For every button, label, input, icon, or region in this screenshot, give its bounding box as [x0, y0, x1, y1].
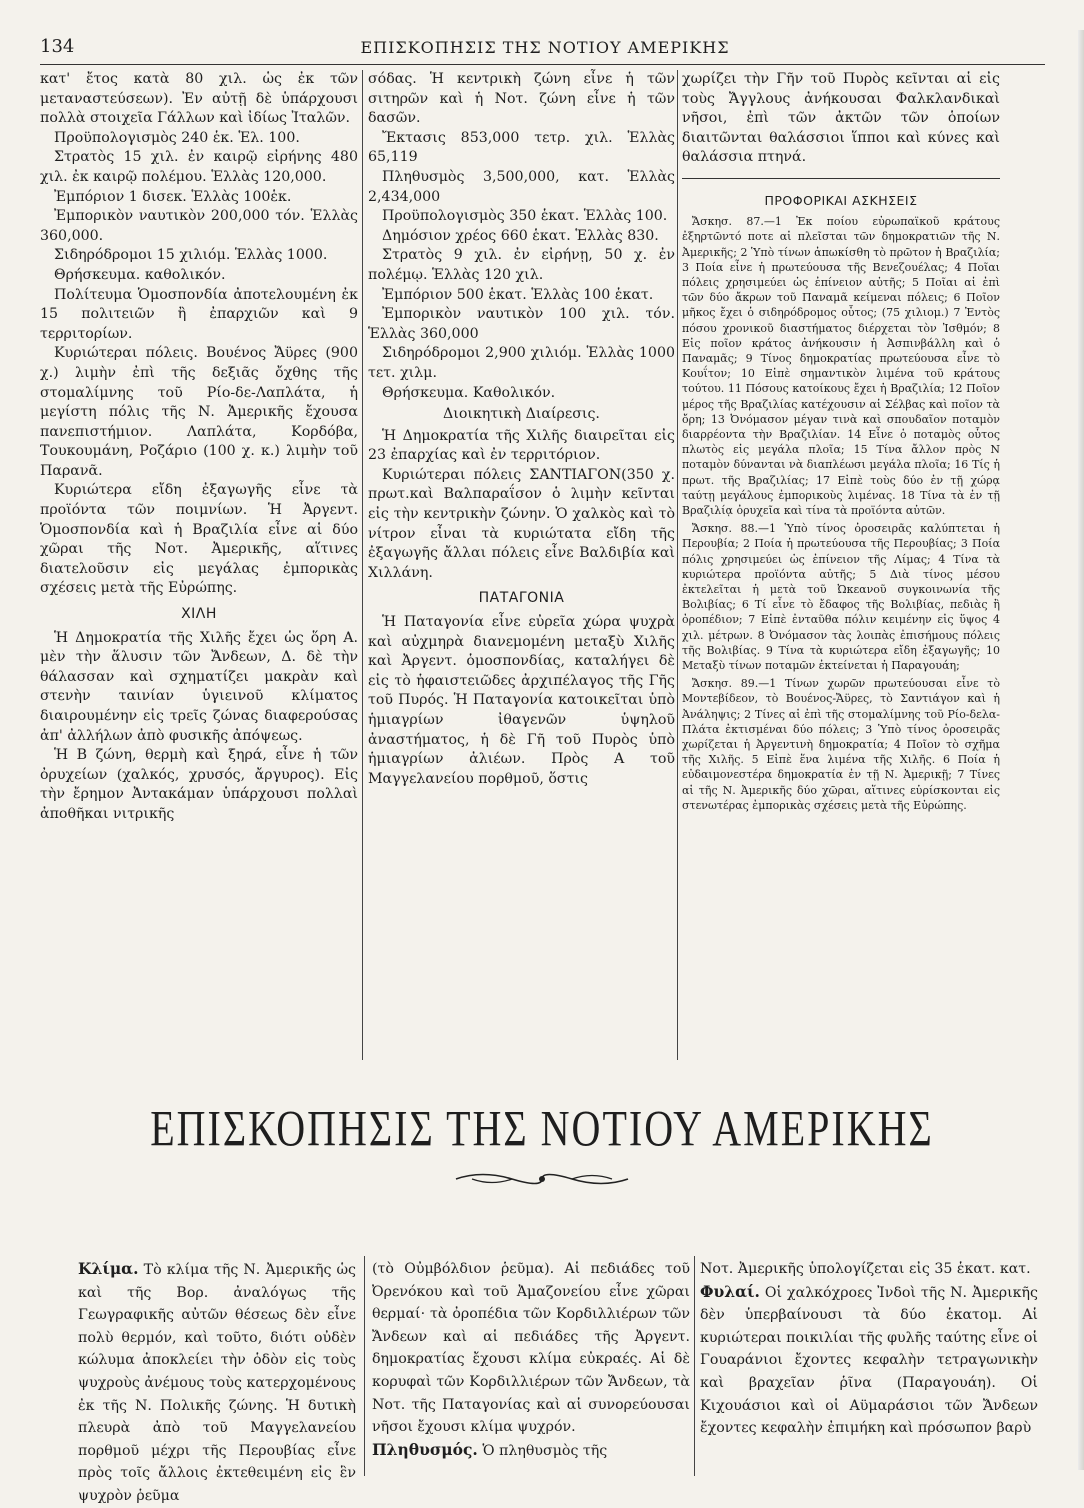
exercises-heading: ΠΡΟΦΟΡΙΚΑΙ ΑΣΚΗΣΕΙΣ	[764, 192, 918, 208]
col2-patagonia: Ἡ Παταγονία εἶνε εὐρεῖα χώρα ψυχρὰ καὶ αὐχμηρὰ διανεμομένη μεταξὺ Χιλῆς καὶ Ἀργεντ. ὁμοσπονδίας, καταλήγει δὲ εἰς τὸ ἡφαιστειῶδες ἀρχιπέλαγος τῆς Γῆς τοῦ Πυρός. Ἡ Παταγονία κατοικεῖται ὑπὸ ἡμιαγρίων ἰθαγενῶν ὑψηλοῦ ἀναστήματος, ἡ δὲ Γῆ τοῦ Πυρὸς ὑπὸ ἡμιαγρίων ἀλιέων. Πρὸς Α τοῦ Μαγγελανείου πορθμοῦ, ὅστις	[368, 614, 675, 787]
col2-budget: Προϋπολογισμὸς 350 ἑκατ. Ἑλλὰς 100.	[382, 208, 668, 225]
section-title: ΕΠΙΣΚΟΠΗΣΙΣ ΤΗΣ ΝΟΤΙΟΥ ΑΜΕΡΙΚΗΣ	[150, 1099, 934, 1157]
climate-continued: (τὸ Οὐμβόλδιον ῥεῦμα). Αἱ πεδιάδες τοῦ Ὀρενόκου καὶ τοῦ Ἀμαζονείου εἶνε χῶραι θερμαί· τὰ ὀροπέδια τῶν Κορδιλλιέρων τῶν Ἄνδεων καὶ αἱ πεδιάδες τῆς Ἀργεντ. δημοκρατίας ἔχουσι κλίμα εὐκραές. Αἱ δὲ κορυφαὶ τῶν Κορδιλλιέρων τῶν Ἄνδεων, τὰ Νοτ. τῆς Παταγονίας καὶ αἱ συνορεύουσαι νῆσοι ἔχουσι κλίμα ψυχρόν.	[372, 1261, 690, 1436]
exercise-88: Ἄσκησ. 88.—1 Ὑπὸ τίνος ὀροσειρᾶς καλύπτεται ἡ Περουβία; 2 Ποία ἡ πρωτεύουσα τῆς Περουβίας; 3 Ποία πόλις χρησιμεύει ὡς ἐπίνειον τῆς Λίμας; 4 Τίνα τὰ κυριώτερα προϊόντα αὐτῆς; 5 Διὰ τίνος μέσου ἐκτελεῖται ἡ μετὰ τοῦ Ὠκεανοῦ συγκοινωνία τῆς Βολιβίας; 6 Τί εἶνε τὸ ἔδαφος τῆς Βολιβίας, πεδιὰς ἢ ὀροπέδιον; 7 Εἰπὲ ἐνταῦθα πόλιν κειμένην εἰς ὕψος 4 χιλ. μέτρων. 8 Ὀνόμασον τὰς λοιπὰς ἐπισήμους πόλεις τῆς Βολιβίας. 9 Τίνα τὰ κυριώτερα εἴδη ἐξαγωγῆς; 10 Μεταξὺ τίνων ποταμῶν ἐκτείνεται ἡ Παραγουάη;	[682, 522, 1000, 673]
column-3	[682, 70, 1000, 816]
subheading-administration: Διοικητικὴ Διαίρεσις.	[443, 406, 600, 423]
col1-navy: Ἐμπορικὸν ναυτικὸν 200,000 τόν. Ἑλλὰς 360,000.	[40, 208, 358, 244]
col1-railways: Σιδηρόδρομοι 15 χιλιόμ. Ἑλλὰς 1000.	[54, 247, 328, 264]
col2-religion: Θρήσκευμα. Καθολικόν.	[382, 384, 556, 401]
races-text: Οἱ χαλκόχροες Ἰνδοὶ τῆς Ν. Ἀμερικῆς δὲν ὑπερβαίνουσι τὰ δύο ἑκατομ. Αἱ κυριώτεραι ποικιλίαι τῆς φυλῆς ταύτης εἶνε οἱ Γουαράνιοι ἔχοντες κεφαλὴν τετραγωνικὴν καὶ βραχεῖαν ῥῖνα (Παραγουάη). Οἱ Κιχουάσιοι καὶ οἱ Αϋμαράσιοι τῶν Ἄνδεων ἔχοντες κεφαλὴν ἐπιμήκη καὶ πρόσωπον βαρὺ	[700, 1284, 1038, 1437]
col1-government: Πολίτευμα Ὁμοσπονδία ἀποτελουμένη ἐκ 15 πολιτειῶν ἢ ἐπαρχιῶν καὶ 9 τερριτορίων.	[40, 286, 358, 342]
bottom-column-2	[372, 1258, 690, 1462]
col3-para: χωρίζει τὴν Γῆν τοῦ Πυρὸς κεῖνται αἱ εἰς τοὺς Ἄγγλους ἀνήκουσαι Φαλκλανδικαὶ νῆσοι, ἐπὶ τῶν ἀκτῶν τῶν ὁποίων διαιτῶνται θαλάσσιοι ἵπποι καὶ κύνες καὶ θαλάσσια πτηνά.	[682, 71, 1000, 166]
climate-heading: Κλίμα.	[78, 1259, 139, 1278]
section-heading-patagonia: ΠΑΤΑΓΟΝΙΑ	[478, 590, 565, 607]
col2-para: σόδας. Ἡ κεντρικὴ ζώνη εἶνε ἡ τῶν σιτηρῶν καὶ ἡ Νοτ. ζώνη εἶνε ἡ τῶν δασῶν.	[368, 71, 675, 127]
running-header	[40, 36, 1050, 62]
col2-area: Ἔκτασις 853,000 τετρ. χιλ. Ἑλλὰς 65,119	[368, 129, 675, 166]
population-continued: Νοτ. Ἀμερικῆς ὑπολογίζεται εἰς 35 ἑκατ. κατ.	[700, 1261, 1031, 1277]
col2-trade: Ἐμπόριον 500 ἑκατ. Ἑλλὰς 100 ἑκατ.	[382, 286, 654, 303]
col2-railways: Σιδηρόδρομοι 2,900 χιλιόμ. Ἑλλὰς 1000 τετ. χιλμ.	[368, 345, 675, 381]
col2-navy: Ἐμπορικὸν ναυτικὸν 100 χιλ. τόν. Ἑλλὰς 360,000	[368, 306, 675, 342]
population-text: Ὁ πληθυσμὸς τῆς	[482, 1442, 608, 1459]
ornament-flourish-icon	[452, 1168, 632, 1190]
header-rule	[40, 64, 1045, 65]
column-divider	[694, 1256, 695, 1476]
climate-text: Τὸ κλίμα τῆς Ν. Ἀμερικῆς ὡς καὶ τῆς Βορ. ἀναλόγως τῆς Γεωγραφικῆς αὐτῶν θέσεως δὲν εἶνε πολὺ θερμόν, καὶ τοῦτο, διότι οὐδὲν κώλυμα ἀποκλείει τὴν ὁδὸν εἰς τοὺς ψυχροὺς ἀνέμους τοὺς κατερχομένους ἐκ τῆς Ν. Πολικῆς ζώνης. Ἡ δυτικὴ πλευρὰ ἀπὸ τοῦ Μαγγελανείου πορθμοῦ μέχρι τῆς Περουβίας εἶνε πρὸς τοῖς ἄλλοις ἐκτεθειμένη εἰς ἓν ψυχρὸν ῥεῦμα	[78, 1262, 357, 1504]
col1-trade: Ἐμπόριον 1 δισεκ. Ἑλλὰς 100ἑκ.	[54, 188, 292, 205]
column-divider	[677, 70, 678, 1060]
col2-cities: Κυριώτεραι πόλεις ΣΑΝΤΙΑΓΟΝ(350 χ. πρωτ.καὶ Βαλπαραΐσον ὁ λιμὴν κεῖνται εἰς τὴν κεντρικὴν ζώνην. Ὁ χαλκὸς καὶ τὸ νίτρον εἶναι τὰ κυριώτατα εἴδη τῆς ἐξαγωγῆς ἄλλαι πόλεις εἶνε Βαλδιβία καὶ Χιλλάνη.	[368, 466, 675, 581]
col1-exports: Κυριώτερα εἴδη ἐξαγωγῆς εἶνε τὰ προϊόντα τῶν ποιμνίων. Ἡ Ἀργεντ. Ὁμοσπονδία καὶ ἡ Βραζιλία εἶνε αἱ δύο χῶραι τῆς Νοτ. Ἀμερικῆς, αἵτινες διατελοῦσιν εἰς μεγάλας ἐμπορικὰς σχέσεις μετὰ τῆς Εὐρώπης.	[40, 482, 358, 597]
page-number: 134	[40, 36, 75, 57]
bottom-column-3	[700, 1258, 1038, 1440]
col2-debt: Δημόσιον χρέος 660 ἑκατ. Ἑλλὰς 830.	[382, 227, 659, 244]
page-fold-shadow	[1078, 30, 1084, 1470]
col1-budget: Προϋπολογισμὸς 240 ἑκ. Ἑλ. 100.	[54, 129, 300, 146]
col1-religion: Θρήσκευμα. καθολικόν.	[54, 266, 226, 283]
col2-army: Στρατὸς 9 χιλ. ἐν εἰρήνῃ, 50 χ. ἐν πολέμῳ. Ἑλλὰς 120 χιλ.	[368, 247, 675, 283]
col1-army: Στρατὸς 15 χιλ. ἐν καιρῷ εἰρήνης 480 χιλ. ἐκ καιρῷ πολέμου. Ἑλλὰς 120,000.	[40, 149, 358, 185]
col2-division: Ἡ Δημοκρατία τῆς Χιλῆς διαιρεῖται εἰς 23 ἐπαρχίας καὶ ἐν τερριτόριον.	[368, 427, 675, 464]
bottom-column-1	[78, 1258, 356, 1508]
col1-cities: Κυριώτεραι πόλεις. Βουένος Ἄϋρες (900 χ.) λιμὴν ἐπὶ τῆς δεξιᾶς ὄχθης τῆς στομαλίμνης τοῦ Ρίο-δε-Λαπλάτα, ἡ μεγίστη πόλις τῆς Ν. Ἀμερικῆς ἔχουσα πανεπιστήμιον. Λαπλάτα, Κορδόβα, Τουκουμάνη, Ροζάριο (100 χ. κ.) λιμὴν τοῦ Παρανᾶ.	[40, 345, 358, 479]
races-heading: Φυλαί.	[700, 1281, 760, 1301]
oral-exercises	[682, 193, 1000, 813]
exercise-rule	[682, 178, 1000, 179]
exercise-87: Ἄσκησ. 87.—1 Ἐκ ποίου εὐρωπαϊκοῦ κράτους ἐξηρτῶντό ποτε αἱ πλεῖσται τῶν δημοκρατιῶν τῆς Ν. Ἀμερικῆς; 2 Ὑπὸ τίνων ἀπωκίσθη τὸ πρῶτον ἡ Βραζιλία; 3 Ποία εἶνε ἡ πρωτεύουσα τῆς Βενεζουέλας; 4 Ποῖαι πόλεις χρησιμεύει ὡς ἐπίνειον αὐτῆς; 5 Ποῖαι αἱ ἐπὶ τῶν δύο ἄκρων τοῦ Παναμᾶ κείμεναι πόλεις; 6 Ποῖον μῆκος ἔχει ὁ σιδηρόδρομος οὗτος; (75 χιλιομ.) 7 Ἐντὸς πόσου χρονικοῦ διαστήματος διέρχεται τὸν Ἰσθμόν; 8 Εἰς ποῖον κράτος ἀνήκουσιν ἡ Ἀσπινβάλλη καὶ ὁ Παναμᾶς; 9 Τίνος δημοκρατίας πρωτεύουσα εἶνε τὸ Κουΐτον; 10 Εἰπὲ σημαντικὸν λιμένα τοῦ κράτους τούτου. 11 Πόσους κατοίκους ἔχει ἡ Βραζιλία; 12 Ποῖον μέρος τῆς Βραζιλίας κατέχουσιν αἱ Σέλβας καὶ ποῖον τὰ ὄρη; 13 Ὀνόμασον μέγαν τινὰ καὶ σπουδαῖον ποταμὸν διαρρέοντα τὴν Βραζιλίαν. 14 Εἶνε ὁ ποταμὸς οὗτος πλωτὸς εἰς μεγάλα πλοῖα; 15 Τίνα ἄλλον πρὸς Ν ποταμὸν δύνανται νὰ διαπλέωσι μεγάλα πλοῖα; 16 Τίς ἡ πρωτ. τῆς Βραζιλίας; 17 Εἰπὲ τοὺς δύο ἐν τῇ χώρᾳ ταύτῃ μεγάλους ἐμπορικοὺς λιμένας. 18 Τίνα τὰ ἐν τῇ Βραζιλίᾳ ὀρυχεῖα καὶ τίνα τὰ προϊόντα αὐτῶν.	[682, 215, 1000, 518]
column-1	[40, 70, 358, 825]
col1-chile-intro: Ἡ Δημοκρατία τῆς Χιλῆς ἔχει ὡς ὅρη Α. μὲν τὴν ἅλυσιν τῶν Ἄνδεων, Δ. δὲ τὴν θάλασσαν καὶ σχηματίζει μακρὰν καὶ στενὴν ταινίαν ὑγιεινοῦ κλίματος διαιρουμένην εἰς τρεῖς ζώνας διαφερούσας ἀπ' ἀλλήλων ἀπὸ φυσικῆς ἀπόψεως.	[40, 629, 358, 744]
column-2	[368, 70, 675, 789]
section-heading-chile: ΧΙΛΗ	[181, 606, 217, 623]
col1-chile-zone: Ἡ Β ζώνη, θερμὴ καὶ ξηρά, εἶνε ἡ τῶν ὀρυχείων (χαλκός, χρυσός, ἄργυρος). Εἰς τὴν ἔρημον Ἀντακάμαν ὑπάρχουσι πολλαὶ ἀποθῆκαι νιτρικῆς	[40, 747, 358, 822]
running-title: ΕΠΙΣΚΟΠΗΣΙΣ ΤΗΣ ΝΟΤΙΟΥ ΑΜΕΡΙΚΗΣ	[360, 38, 730, 57]
exercise-89: Ἄσκησ. 89.—1 Τίνων χωρῶν πρωτεύουσαι εἶνε τὸ Μοντεβίδεον, τὸ Βουένος-Ἄϋρες, τὸ Σαντιάγον καὶ ἡ Ἀνάληψις; 2 Τίνες αἱ ἐπὶ τῆς στομαλίμνης τοῦ Ρίο-δελα-Πλάτα ἐκτισμέναι δύο πόλεις; 3 Ὑπὸ τίνος ὀροσειρᾶς χωρίζεται ἡ Ἀργεντινὴ δημοκρατία; 4 Ποῖον τὸ σχῆμα τῆς Χιλῆς. 5 Εἰπὲ ἕνα λιμένα τῆς Χιλῆς. 6 Ποία ἡ εὐδαιμονεστέρα δημοκρατία ἐν τῇ Ν. Ἀμερικῇ; 7 Τίνες αἱ τῆς Ν. Ἀμερικῆς δύο χῶραι, αἵτινες εὑρίσκονται εἰς στενωτέρας ἐμπορικὰς σχέσεις μετὰ τῆς Εὐρώπης.	[682, 677, 1000, 812]
population-heading: Πληθυσμός.	[372, 1439, 478, 1459]
column-divider	[362, 70, 363, 1060]
column-divider	[364, 1256, 365, 1476]
col1-para: κατ' ἔτος κατὰ 80 χιλ. ὡς ἐκ τῶν μεταναστεύσεων). Ἐν αὐτῇ δὲ ὑπάρχουσι πολλὰ στοιχεῖα Γάλλων καὶ ἰδίως Ἰταλῶν.	[40, 71, 358, 127]
col2-population: Πληθυσμὸς 3,500,000, κατ. Ἑλλὰς 2,434,000	[368, 168, 675, 205]
